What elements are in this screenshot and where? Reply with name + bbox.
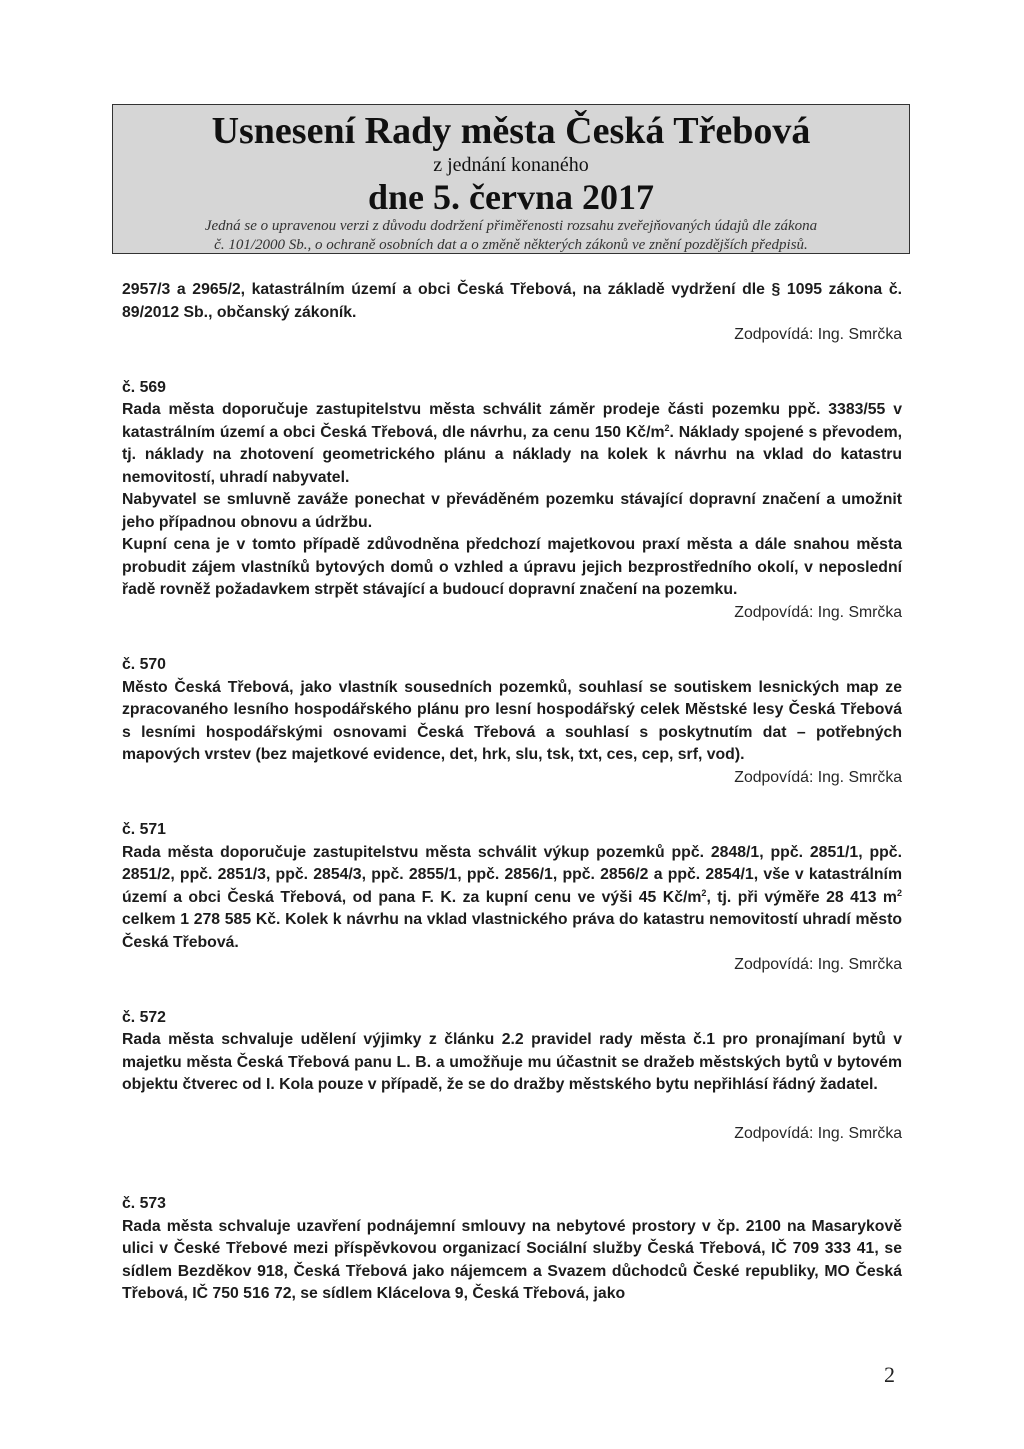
resolution-number: č. 571 <box>122 821 166 838</box>
responsible-person: Zodpovídá: Ing. Smrčka <box>734 768 902 786</box>
resolution-paragraph <box>122 399 902 489</box>
redaction-note-line2: č. 101/2000 Sb., o ochraně osobních dat a o změně některých zákonů ve znění pozdějších předpisů. <box>214 237 808 253</box>
resolution-number: č. 572 <box>122 1008 166 1026</box>
paragraph-text: celkem 1 278 585 Kč. Kolek k návrhu na vklad vlastnického práva do katastru nemovitostí uhradí město Česká Třebová. <box>122 911 902 951</box>
paragraph-text: Rada města doporučuje zastupitelstvu města schválit výkup pozemků ppč. 2848/1, ppč. 2851/1, ppč. 2851/2, ppč. 2851/3, ppč. 2854/3, ppč. 2855/1, ppč. 2856/1, ppč. 2856/2 a ppč. 2854/1, vše v katastrálním území a obci Česká Třebová, od pana F. K. za kupní cenu ve výši 45 Kč/m <box>122 843 902 906</box>
resolution-number: č. 570 <box>122 656 166 673</box>
paragraph-text: . Náklady spojené s převodem, tj. náklady na zhotovení geometrického plánu a náklady na kolek k návrhu na vklad do katastru nemovitostí, uhradí nabyvatel. <box>122 423 903 486</box>
resolution-paragraph: Nabyvatel se smluvně zaváže ponechat v převáděném pozemku stávající dopravní značení a umožnit jeho případnou obnovu a údržbu. <box>122 491 902 531</box>
paragraph-text: Rada města doporučuje zastupitelstvu města schválit záměr prodeje části pozemku ppč. 3383/55 v katastrálním území a obci Česká Třebová, dle návrhu, za cenu 150 Kč/m <box>122 401 902 441</box>
document-body <box>122 279 902 1306</box>
document-header <box>112 104 910 254</box>
responsible-person: Zodpovídá: Ing. Smrčka <box>734 326 902 343</box>
resolution-paragraph: Rada města schvaluje uzavření podnájemní smlouvy na nebytové prostory v čp. 2100 na Masarykově ulici v České Třebové mezi příspěvkovou organizací Sociální služby Česká Třebová, IČ 709 333 41, se sídlem Bezděkov 918, Česká Třebová jako nájemcem a Svazem důchodců České republiky, MO Česká Třebová, IČ 750 516 72, se sídlem Klácelova 9, Česká Třebová, jako <box>122 1217 902 1302</box>
document-subtitle: z jednání konaného <box>433 154 589 176</box>
resolution-number: č. 573 <box>122 1195 166 1212</box>
resolution-571 <box>122 819 902 977</box>
responsible-person: Zodpovídá: Ing. Smrčka <box>734 1124 902 1142</box>
document-title: Usnesení Rady města Česká Třebová <box>211 110 811 152</box>
responsible-person: Zodpovídá: Ing. Smrčka <box>734 603 902 621</box>
resolution-paragraph: Rada města schvaluje udělení výjimky z článku 2.2 pravidel rady města č.1 pro pronajímaní bytů v majetku města Česká Třebová panu L. B. a umožňuje mu účastnit se dražeb městských bytů v bytovém objektu čtverec od I. Kola pouze v případě, že se do dražby městského bytu nepřihlásí řádný žadatel. <box>122 1031 902 1093</box>
resolution-paragraph: Město Česká Třebová, jako vlastník sousedních pozemků, souhlasí se soutiskem lesnických map ze zpracovaného lesního hospodářského plánu pro lesní hospodářský celek Městské lesy Česká Třebová s lesními hospodářskými osnovami Česká Třebová a souhlasí s poskytnutím dat – potřebných mapových vrstev (bez majetkové evidence, det, hrk, slu, tsk, txt, ces, cep, srf, vod). <box>122 678 902 763</box>
resolution-569 <box>122 377 902 625</box>
superscript: 2 <box>664 422 670 433</box>
resolution-number: č. 569 <box>122 378 166 396</box>
resolution-paragraph: Kupní cena je v tomto případě zdůvodněna předchozí majetkovou praxí města a dále snahou města probudit zájem vlastníků bytových domů o vzhled a úpravu jejich bezprostředního okolí, v neposlední řadě rovněž požadavkem strpět stávající a budoucí dopravní značení na pozemku. <box>122 536 902 598</box>
resolution-570 <box>122 654 902 789</box>
resolution-572 <box>122 1007 902 1146</box>
paragraph-text: , tj. při výměře 28 413 m <box>706 888 897 906</box>
responsible-person: Zodpovídá: Ing. Smrčka <box>734 956 902 973</box>
superscript: 2 <box>896 887 902 898</box>
redaction-note-line1: Jedná se o upravenou verzi z důvodu dodržení přiměřenosti rozsahu zveřejňovaných údajů dle zákona <box>204 218 818 234</box>
resolution-573 <box>122 1193 902 1306</box>
continuation-text: 2957/3 a 2965/2, katastrálním území a obci Česká Třebová, na základě vydržení dle § 1095 zákona č. 89/2012 Sb., občanský zákoník. <box>122 281 902 321</box>
superscript: 2 <box>701 887 707 898</box>
meeting-date: dne 5. června 2017 <box>368 177 654 217</box>
resolution-paragraph <box>122 842 902 955</box>
page-number: 2 <box>884 1362 895 1387</box>
